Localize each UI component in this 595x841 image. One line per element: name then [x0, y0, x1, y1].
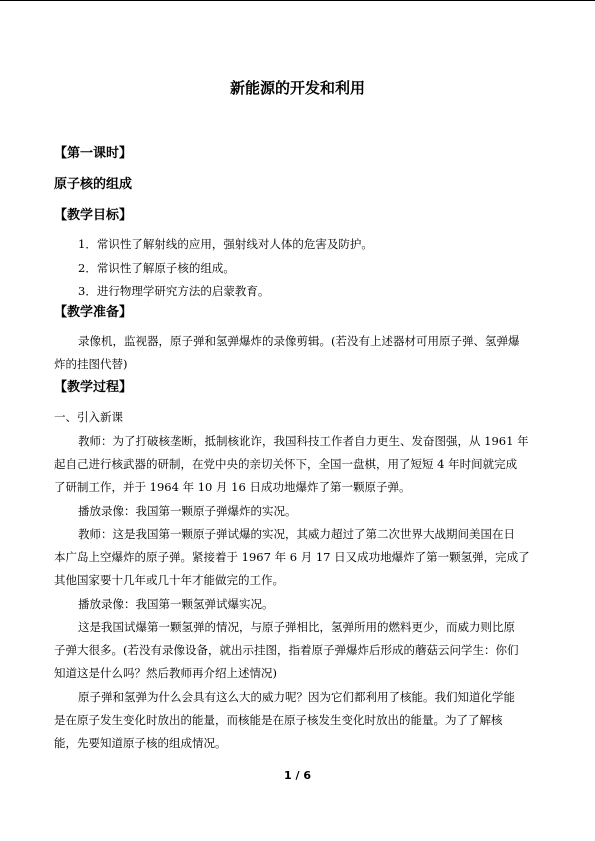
process-line: 教师：这是我国第一颗原子弹试爆的实况，其威力超过了第二次世界大战期间美国在日	[78, 527, 515, 541]
process-heading: 【教学过程】	[54, 380, 133, 395]
process-line: 起自己进行核武器的研制，在党中央的亲切关怀下，全国一盘棋，用了短短 4 年时间就完成	[54, 457, 518, 471]
process-line: 是在原子发生变化时放出的能量，而核能是在原子核发生变化时放出的能量。为了了解核	[54, 713, 503, 727]
process-line: 本广岛上空爆炸的原子弹。紧接着于 1967 年 6 月 17 日又成功地爆炸了第一颗氢弹，完成了	[54, 550, 530, 564]
topic-heading: 原子核的组成	[54, 177, 133, 192]
process-line: 一、引入新课	[54, 410, 123, 424]
process-line: 能，先要知道原子核的组成情况。	[54, 736, 227, 750]
goal-item: 1．常识性了解射线的应用，强射线对人体的危害及防护。	[78, 237, 373, 251]
process-line: 了研制工作，并于 1964 年 10 月 16 日成功地爆炸了第一颗原子弹。	[54, 480, 411, 494]
prep-line: 录像机，监视器，原子弹和氢弹爆炸的录像剪辑。(若没有上述器材可用原子弹、氢弹爆	[78, 334, 520, 348]
goal-item: 3．进行物理学研究方法的启蒙教育。	[78, 284, 270, 298]
goals-heading: 【教学目标】	[54, 208, 133, 223]
document-title: 新能源的开发和利用	[229, 79, 365, 97]
process-line: 这是我国试爆第一颗氢弹的情况，与原子弹相比，氢弹所用的燃料更少，而威力则比原	[78, 620, 515, 634]
prep-line: 炸的挂图代替)	[54, 357, 128, 371]
process-line: 子弹大很多。(若没有录像设备，就出示挂图，指着原子弹爆炸后形成的蘑菇云问学生：你们	[54, 643, 519, 657]
page-number: 1 / 6	[284, 769, 311, 782]
process-line: 知道这是什么吗？然后教师再介绍上述情况)	[54, 666, 277, 680]
process-line: 教师：为了打破核垄断，抵制核讹诈，我国科技工作者自力更生、发奋图强，从 1961 年	[78, 434, 529, 448]
process-line: 原子弹和氢弹为什么会具有这么大的威力呢？因为它们都利用了核能。我们知道化学能	[78, 690, 515, 704]
lesson-heading: 【第一课时】	[54, 146, 133, 161]
prep-heading: 【教学准备】	[54, 305, 133, 320]
process-line: 播放录像：我国第一颗原子弹爆炸的实况。	[78, 504, 297, 518]
process-line: 其他国家要十几年或几十年才能做完的工作。	[54, 573, 284, 587]
top-border-line	[0, 0, 595, 1]
goal-item: 2．常识性了解原子核的组成。	[78, 261, 235, 275]
process-line: 播放录像：我国第一颗氢弹试爆实况。	[78, 597, 274, 611]
